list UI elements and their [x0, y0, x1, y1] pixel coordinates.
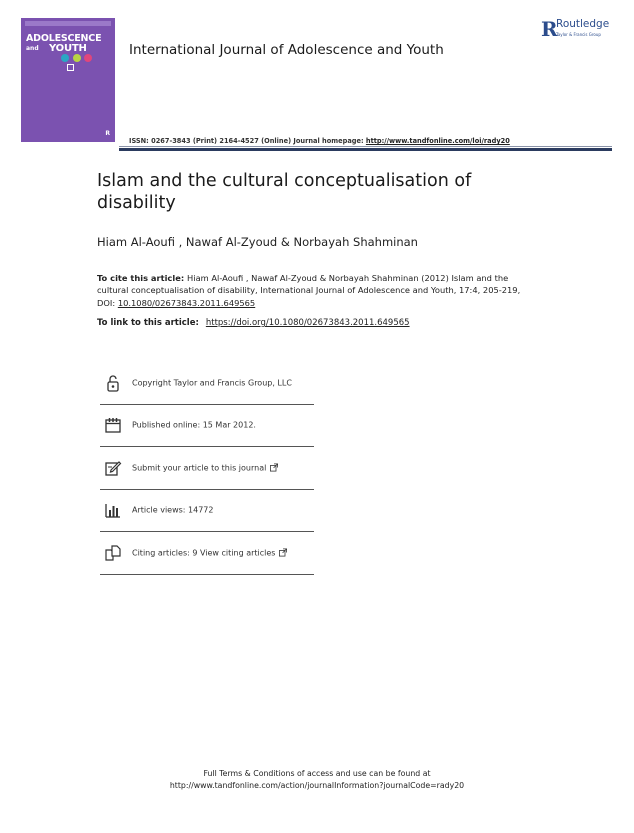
submit-article-link[interactable]: [132, 463, 278, 472]
cover-title-and: and: [26, 45, 39, 52]
header-divider-light: [119, 146, 612, 147]
citing-articles-text: Citing articles: 9 View citing articles: [132, 548, 276, 558]
cover-top-strip: [25, 21, 111, 26]
citing-documents-icon: [104, 544, 122, 562]
publisher-tagline: Taylor & Francis Group: [556, 32, 601, 37]
journal-title: International Journal of Adolescence and Youth: [129, 42, 444, 58]
published-row: [100, 405, 314, 448]
citing-row[interactable]: [100, 532, 314, 575]
submit-article-text: Submit your article to this journal: [132, 463, 267, 473]
copyright-label: Copyright Taylor and Francis Group, LLC: [132, 378, 292, 388]
cover-dot-green: [73, 54, 81, 62]
publisher-logo: [541, 18, 617, 40]
calendar-icon: [104, 416, 122, 434]
external-link-icon: [279, 548, 287, 556]
footer-terms-link[interactable]: http://www.tandfonline.com/action/journalInformation?journalCode=rady20: [169, 781, 465, 790]
cover-square-outline: [67, 64, 74, 71]
submit-row[interactable]: [100, 447, 314, 490]
edit-document-icon: [104, 459, 122, 477]
article-views-label: Article views: 14772: [132, 505, 214, 515]
cover-publisher-mark: R: [105, 130, 110, 137]
citation-doi-link[interactable]: 10.1080/02673843.2011.649565: [117, 297, 256, 308]
article-link-line: [97, 318, 410, 328]
issn-line: [129, 137, 510, 145]
article-authors: Hiam Al-Aoufi , Nawaf Al-Zyoud & Norbayah Shahminan: [97, 235, 418, 249]
cover-title-adolescence: ADOLESCENCE: [26, 33, 102, 44]
article-info-list: [100, 362, 314, 575]
issn-text: ISSN: 0267-3843 (Print) 2164-4527 (Online) Journal homepage:: [129, 137, 366, 145]
article-title: Islam and the cultural conceptualisation of disability: [97, 171, 472, 213]
open-lock-icon: [104, 374, 122, 392]
footer-terms-text: Full Terms & Conditions of access and use can be found at: [203, 769, 431, 778]
link-label: To link to this article:: [97, 318, 202, 328]
citation-label: To cite this article:: [97, 273, 188, 283]
citation-block: [97, 272, 532, 309]
cover-dot-blue: [61, 54, 69, 62]
publisher-name: Routledge: [556, 18, 610, 30]
article-doi-link[interactable]: https://doi.org/10.1080/02673843.2011.649565: [205, 318, 410, 328]
cover-dot-pink: [84, 54, 92, 62]
routledge-r-icon: R: [541, 17, 558, 41]
bar-chart-icon: [104, 501, 122, 519]
external-link-icon: [270, 463, 278, 471]
citation-text: Hiam Al-Aoufi , Nawaf Al-Zyoud & Norbayah Shahminan (2012) Islam and the cultural conceptualisation of disability, International Journal of Adolescence and Youth, 17:4, 205-219, DOI:: [97, 273, 521, 308]
views-row: [100, 490, 314, 533]
terms-footer: [0, 768, 634, 792]
citing-articles-link[interactable]: [132, 548, 287, 557]
published-date-label: Published online: 15 Mar 2012.: [132, 420, 256, 430]
journal-homepage-link[interactable]: http://www.tandfonline.com/loi/rady20: [365, 137, 510, 145]
journal-cover-image: [21, 18, 115, 142]
header-divider: [119, 148, 612, 151]
copyright-row: [100, 362, 314, 405]
cover-title-youth: YOUTH: [49, 43, 87, 54]
